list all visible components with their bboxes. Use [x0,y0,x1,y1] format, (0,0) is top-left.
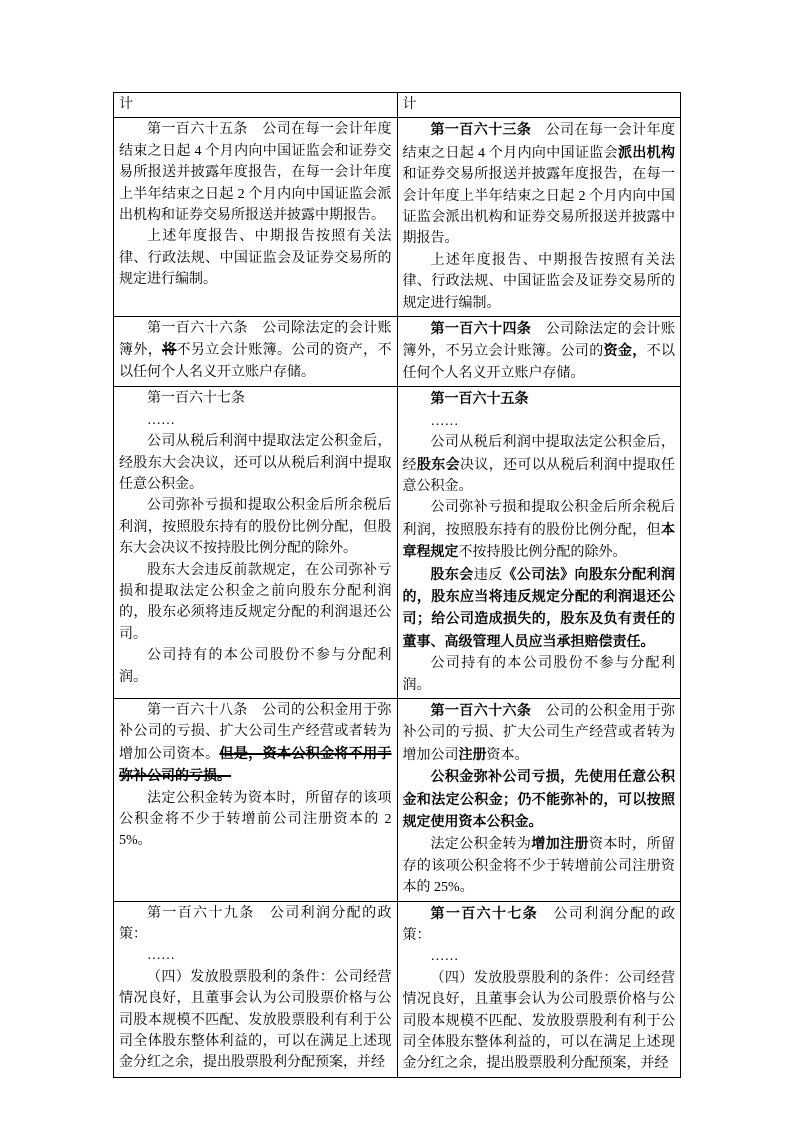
text-run: 公司除法定的会计账簿外，不另立会计账簿。公司的 [402,322,675,360]
table-row [114,698,681,901]
cell-new-version [397,317,681,387]
emphasized-text-run: 派出机构 [617,143,676,160]
text-run: 第一百六十八条 公司的公积金用于弥补公司的亏损、扩大公司生产经营或者转为增加公司资本。 [119,702,392,762]
table-row [114,901,681,1077]
cell-new-version [397,698,681,901]
paragraph [119,645,392,688]
paragraph [403,497,676,563]
text-run: …… [147,948,175,964]
paragraph [403,411,676,432]
text-run: 不按持股比例分配的除外。 [458,545,627,561]
paragraph [119,700,392,788]
emphasized-text-run: 第一百六十七条 [430,904,539,921]
emphasized-text-run: 第一百六十六条 [430,701,532,718]
paragraph [403,968,676,1075]
text-run: 法定公积金转为 [430,837,532,853]
paragraph [119,119,392,226]
text-run: 公司从税后利润中提取法定公积金后，经 [402,435,675,473]
paragraph [119,388,392,409]
paragraph [403,564,676,654]
deleted-text-run: 将 [162,341,177,358]
text-run: 不另立会计账簿。公司的资产，不以任何个人名义开立账户存储。 [119,343,392,380]
paragraph [403,318,676,384]
text-run: 股东大会违反前款规定，在公司弥补亏损和提取法定公积金之前向股东分配利润的，股东必须将违反规定分配的利润退还公司。 [119,562,392,642]
text-run: 资本时，所留存的该项公积金将不少于转增前公司注册资本的 25%。 [402,837,675,896]
paragraph [403,766,676,833]
paragraph [403,833,676,898]
paragraph [403,946,676,967]
paragraph [119,318,392,383]
emphasized-text-run: 第一百六十五条 [430,390,529,407]
text-run: 第一百六十七条 [147,391,245,407]
cell-new-version [397,901,681,1077]
table-row [114,118,681,317]
text-run: 公司利润分配的政策： [402,906,676,944]
cell-old-version [114,118,398,317]
table-row [114,93,681,118]
text-run: 资本。 [486,747,529,763]
table-row [114,317,681,387]
table-row [114,387,681,699]
paragraph [119,431,392,495]
emphasized-text-run: 本章程规定 [402,520,675,560]
text-run: …… [430,949,459,965]
paragraph [119,903,392,946]
text-run: 上述年度报告、中期报告按照有关法律、行政法规、中国证监会及证券交易所的规定进行编制。 [119,229,392,288]
paragraph [403,250,676,314]
text-run: 计 [119,97,133,112]
paragraph [119,560,392,646]
cell-new-version [397,118,681,317]
emphasized-text-run: 股东会 [430,565,474,582]
paragraph [403,653,676,696]
paragraph [119,410,392,431]
text-run: 和证券交易所报送并披露年度报告，在每一会计年度上半年结束之日起 2 个月内向中国证监会派出机构和证券交易所报送并披露中期报告。 [402,167,675,247]
text-run: 计 [402,97,417,112]
paragraph [119,94,392,115]
emphasized-text-run: 股东会 [416,455,460,472]
text-run: 公司持有的本公司股份不参与分配利润。 [119,648,392,685]
cell-old-version [114,901,398,1077]
cell-old-version [114,698,398,901]
text-run: 公司弥补亏损和提取公积金后所余税后利润，按照股东持有的股份比例分配，但 [402,500,675,538]
text-run: 不以任何个人名义开立账户存储。 [402,344,676,381]
emphasized-text-run: 第一百六十四条 [430,320,532,337]
text-run: …… [147,412,175,428]
paragraph [403,94,676,115]
text-run: 决议，还可以从税后利润中提取任意公积金。 [402,457,676,494]
paragraph [403,119,676,249]
paragraph [403,700,676,766]
cell-new-version [397,93,681,118]
paragraph [403,432,676,497]
cell-old-version [114,387,398,699]
cell-old-version [114,93,398,118]
comparison-table-body [114,93,681,1078]
text-run: （四）发放股票股利的条件：公司经营情况良好，且董事会认为公司股票价格与公司股本规模不匹配、发放股票股利有利于公司全体股东整体利益的，可以在满足上述现金分红之余，提出股票股利分配预案，并经 [402,970,675,1072]
paragraph [119,495,392,559]
text-run: 违反 [473,567,503,583]
paragraph [119,788,392,852]
paragraph [403,903,676,947]
text-run: …… [430,413,459,429]
paragraph [119,945,392,966]
cell-new-version [397,387,681,699]
text-run: 第一百六十五条 公司在每一会计年度结束之日起 4 个月内向中国证监会和证券交易所报送并披露年度报告，在每一会计年度上半年结束之日起 2 个月内向中国证监会派出机构和证券交易所报送并披露中期报告。 [119,122,392,224]
text-run: 公司在每一会计年度结束之日起 4 个月内向中国证监会 [402,123,675,161]
text-run: 法定公积金转为资本时，所留存的该项公积金将不少于转增前公司注册资本的 25%。 [119,790,392,849]
text-run: 公司持有的本公司股份不参与分配利润。 [402,656,675,693]
text-run: 第一百六十六条 公司除法定的会计账簿外， [119,321,392,359]
paragraph [403,388,676,410]
cell-old-version [114,317,398,387]
text-run: 公司的公积金用于弥补公司的亏损、扩大公司生产经营或者转为增加公司 [402,703,675,763]
text-run: 公司弥补亏损和提取公积金后所余税后利润，按照股东持有的股份比例分配，但股东大会决议不按持股比例分配的除外。 [119,498,392,557]
paragraph [119,967,392,1074]
emphasized-text-run: 注册 [458,745,487,762]
text-run: （四）发放股票股利的条件：公司经营情况良好，且董事会认为公司股票价格与公司股本规模不匹配、发放股票股利有利于公司全体股东整体利益的，可以在满足上述现金分红之余，提出股票股利分配预案，并经 [119,969,392,1071]
text-run: 上述年度报告、中期报告按照有关法律、行政法规、中国证监会及证券交易所的规定进行编制。 [402,252,675,311]
emphasized-text-run: 增加注册 [531,835,589,852]
text-run: 第一百六十九条 公司利润分配的政策： [119,905,392,943]
emphasized-text-run: 资金， [603,342,647,359]
clause-comparison-table [113,92,681,1078]
emphasized-text-run: 公积金弥补公司亏损，先使用任意公积金和法定公积金；仍不能弥补的，可以按照规定使用资本公积金。 [402,768,675,829]
paragraph [119,226,392,290]
text-run: 公司从税后利润中提取法定公积金后，经股东大会决议，还可以从税后利润中提取任意公积金。 [119,434,392,492]
emphasized-text-run: 第一百六十三条 [430,121,532,138]
deleted-text-run: 但是，资本公积金将不用于弥补公司的亏损。 [119,744,392,784]
emphasized-text-run: 《公司法》向股东分配利润的，股东应当将违反规定分配的利润退还公司；给公司造成损失的，股东及负有责任的董事、高级管理人员应当承担赔偿责任。 [402,565,675,649]
